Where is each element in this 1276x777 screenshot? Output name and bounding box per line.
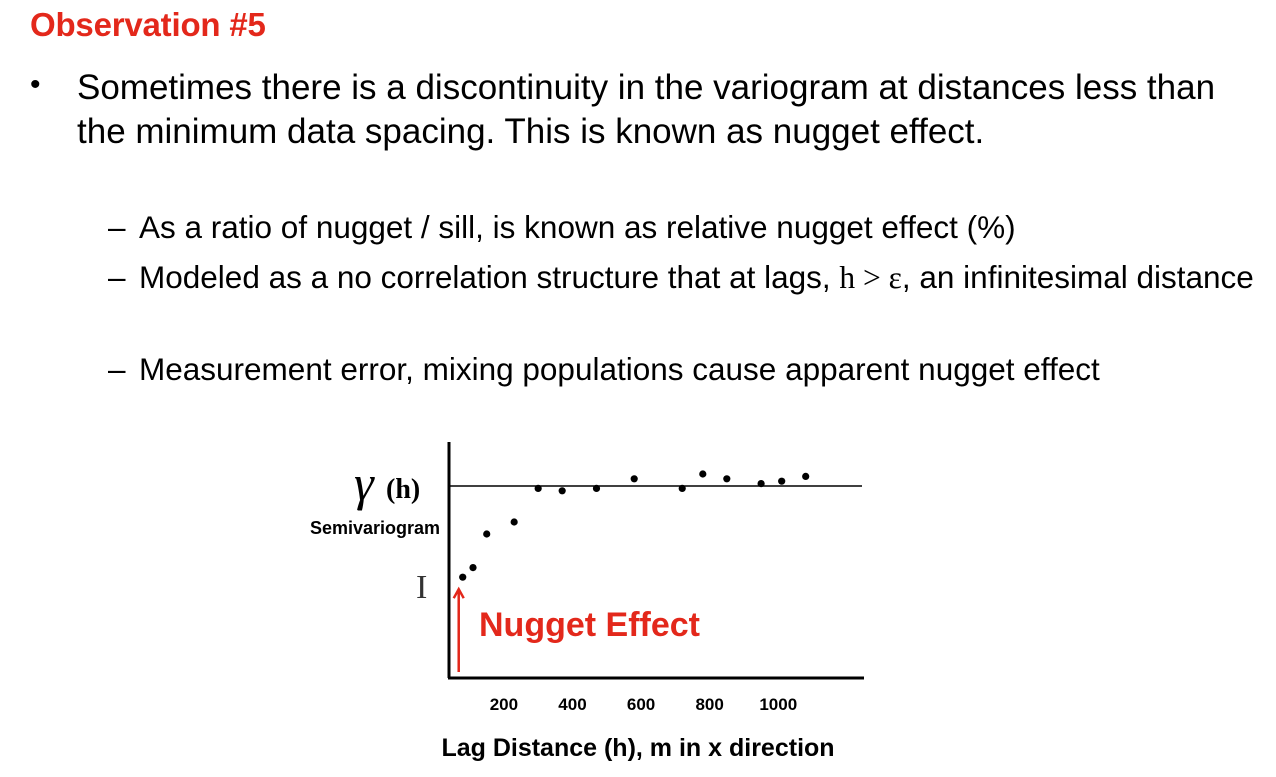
data-point xyxy=(593,485,600,492)
data-point xyxy=(778,478,785,485)
data-point xyxy=(679,485,686,492)
sub-bullet-3-text: Measurement error, mixing populations cause apparent nugget effect xyxy=(139,351,1100,387)
x-tick-label: 800 xyxy=(695,695,724,714)
sub-bullet-2-text-before: Modeled as a no correlation structure that at lags, xyxy=(139,259,840,295)
sub-bullet-2-text-after: , an infinitesimal distance xyxy=(901,259,1254,295)
sub-bullet-3 xyxy=(108,349,1268,389)
dash-marker: – xyxy=(108,259,126,295)
x-tick-label: 400 xyxy=(558,695,587,714)
data-point xyxy=(723,475,730,482)
nugget-effect-annotation: Nugget Effect xyxy=(479,606,700,644)
data-point xyxy=(631,475,638,482)
data-point xyxy=(469,564,476,571)
x-axis-label: Lag Distance (h), m in x direction xyxy=(441,734,835,762)
sub-bullet-2 xyxy=(108,257,1268,337)
data-point xyxy=(559,487,566,494)
x-tick-label: 200 xyxy=(489,695,519,714)
bullet-marker: • xyxy=(30,68,41,101)
text-cursor-icon: I xyxy=(416,569,428,606)
data-points xyxy=(459,470,809,580)
data-point xyxy=(483,530,490,537)
dash-marker: – xyxy=(108,351,126,387)
y-axis-label-group xyxy=(310,455,440,538)
y-axis-label: Semivariogram xyxy=(309,518,440,538)
math-h-greater-epsilon: h > ε xyxy=(839,260,902,295)
data-point xyxy=(758,480,765,487)
gamma-symbol: γ xyxy=(354,455,374,511)
data-point xyxy=(699,470,706,477)
dash-marker: – xyxy=(108,209,126,245)
data-point xyxy=(802,473,809,480)
gamma-argument: (h) xyxy=(386,474,421,505)
slide-title: Observation #5 xyxy=(30,6,266,43)
x-tick-labels xyxy=(490,695,797,714)
sub-bullet-1-text: As a ratio of nugget / sill, is known as relative nugget effect (%) xyxy=(139,209,1016,245)
main-bullet-text: Sometimes there is a discontinuity in the variogram at distances less than the minimum data spacing. This is known as nugget effect. xyxy=(77,68,1216,151)
data-point xyxy=(511,518,518,525)
data-point xyxy=(459,574,466,581)
x-tick-label: 600 xyxy=(626,695,656,714)
sub-bullet-2-text xyxy=(139,257,1269,298)
x-tick-label: 1000 xyxy=(759,695,798,714)
semivariogram-chart xyxy=(270,430,930,770)
data-point xyxy=(535,485,542,492)
sub-bullet-1 xyxy=(108,207,1268,247)
